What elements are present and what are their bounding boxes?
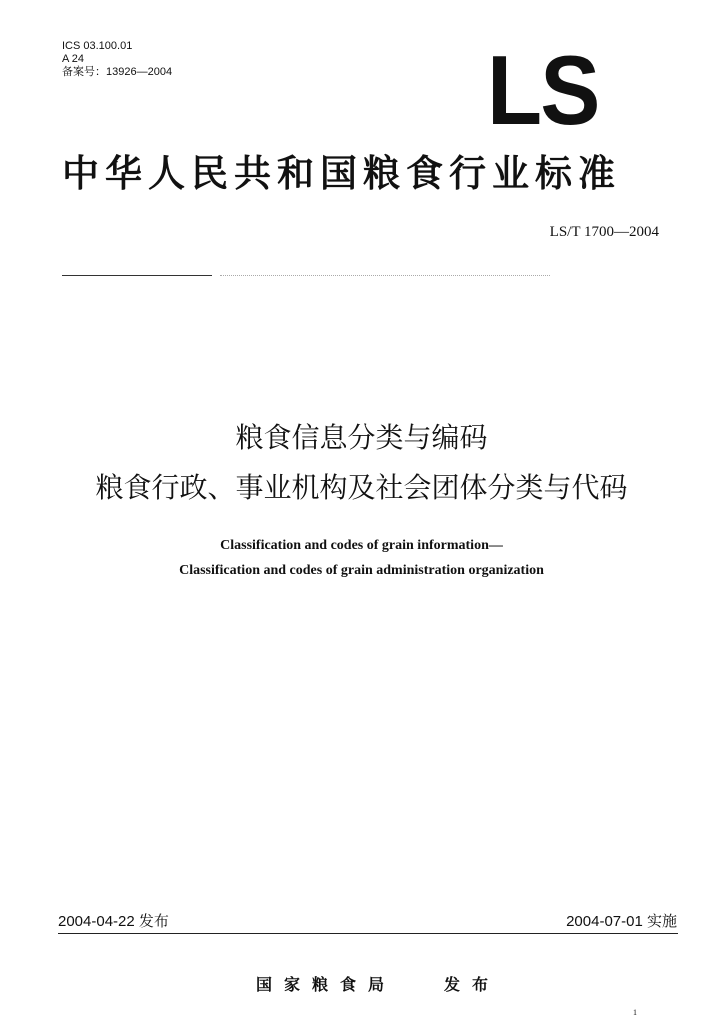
implementation-date: 2004-07-01 实施 xyxy=(566,913,677,930)
ccs-code: A 24 xyxy=(62,53,85,65)
document-title-en-line2: Classification and codes of grain administration organization xyxy=(179,563,544,578)
footer-divider xyxy=(58,933,678,934)
header-divider-dotted xyxy=(220,275,550,276)
standard-code: LS/T 1700—2004 xyxy=(549,224,659,240)
issuing-authority: 国家粮食局 xyxy=(256,975,397,994)
document-title-cn-line2: 粮食行政、事业机构及社会团体分类与代码 xyxy=(95,471,628,504)
document-title-cn-line1: 粮食信息分类与编码 xyxy=(235,421,488,454)
page-number: 1 xyxy=(633,1008,637,1017)
issuing-action: 发布 xyxy=(444,975,501,994)
issue-date: 2004-04-22 发布 xyxy=(58,913,169,930)
standard-metadata xyxy=(62,40,172,79)
ls-logo: LS xyxy=(487,35,599,145)
header-divider xyxy=(62,275,212,276)
ics-code: ICS 03.100.01 xyxy=(62,40,133,52)
record-number: 备案号：13926—2004 xyxy=(62,66,173,78)
document-title-en-line1: Classification and codes of grain information— xyxy=(220,538,503,553)
industry-standard-title: 中华人民共和国粮食行业标准 xyxy=(62,152,621,195)
